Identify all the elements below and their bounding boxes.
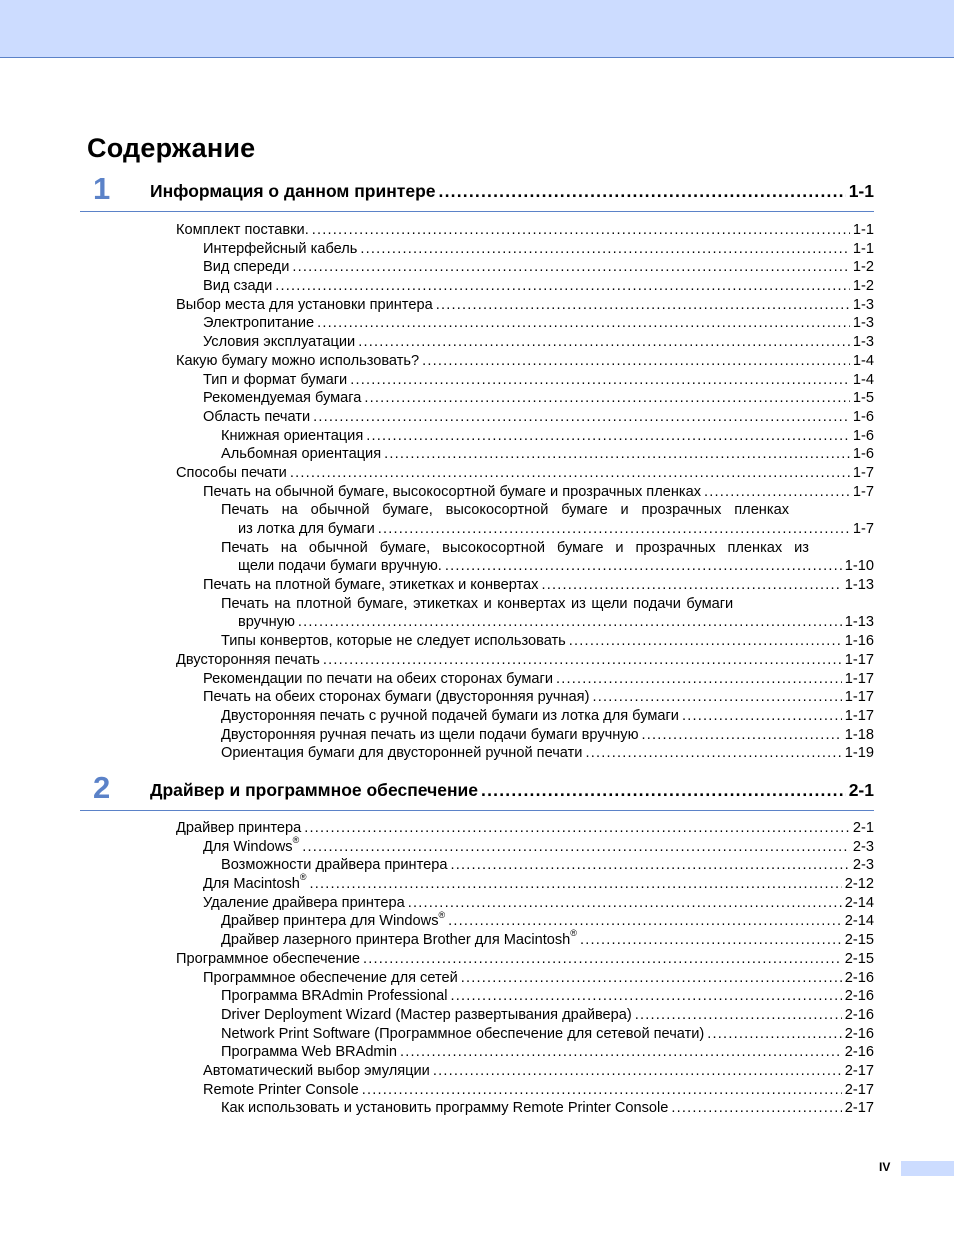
toc-entry[interactable]: Печать на обычной бумаге, высокосортной бумаге и прозрачных пленках ..... 1-7 [203, 483, 874, 502]
toc-entry[interactable]: Вид спереди ..... 1-2 [203, 258, 874, 277]
toc-entry[interactable]: Двусторонняя печать ..... 1-17 [176, 651, 874, 670]
toc-entry[interactable]: Типы конвертов, которые не следует использовать ..... 1-16 [221, 632, 874, 651]
toc-entry[interactable]: Интерфейсный кабель ..... 1-1 [203, 240, 874, 259]
toc-entry-wrapped-line[interactable]: Печать на обычной бумаге, высокосортной бумаге и прозрачных пленках [221, 502, 789, 519]
toc-entry[interactable]: Ориентация бумаги для двусторонней ручной печати ..... 1-19 [221, 744, 874, 763]
toc-entry[interactable]: Рекомендуемая бумага ..... 1-5 [203, 389, 874, 408]
toc-entry[interactable]: Автоматический выбор эмуляции ..... 2-17 [203, 1062, 874, 1081]
toc-entry[interactable]: Как использовать и установить программу Remote Printer Console ..... 2-17 [221, 1099, 874, 1118]
toc-entry[interactable]: Рекомендации по печати на обеих сторонах бумаги ..... 1-17 [203, 670, 874, 689]
toc-entry[interactable]: Программное обеспечение ..... 2-15 [176, 950, 874, 969]
toc-entry[interactable]: Вид сзади ..... 1-2 [203, 277, 874, 296]
registered-mark: ® [570, 928, 577, 939]
dot-leader [439, 181, 846, 202]
toc-entry[interactable]: Электропитание ..... 1-3 [203, 314, 874, 333]
toc-entry[interactable]: Комплект поставки. ..... 1-1 [176, 221, 874, 240]
chapter-2-heading[interactable] [80, 770, 874, 811]
toc-entry[interactable]: Драйвер принтера для Windows® ..... 2-14 [221, 912, 874, 931]
toc-entry[interactable]: из лотка для бумаги ..... 1-7 [238, 520, 874, 539]
chapter-title: Информация о данном принтере [150, 181, 436, 201]
toc-entry[interactable]: Печать на обеих сторонах бумаги (двусторонняя ручная) ..... 1-17 [203, 688, 874, 707]
toc-entry[interactable]: Книжная ориентация ..... 1-6 [221, 427, 874, 446]
footer-tab [901, 1161, 954, 1176]
toc-entry[interactable]: Двусторонняя ручная печать из щели подачи бумаги вручную ..... 1-18 [221, 726, 874, 745]
toc-entry[interactable]: Программа BRAdmin Professional ..... 2-16 [221, 987, 874, 1006]
chapter-number: 2 [93, 770, 111, 805]
toc-entry[interactable]: Условия эксплуатации ..... 1-3 [203, 333, 874, 352]
toc-entry[interactable]: Driver Deployment Wizard (Мастер развертывания драйвера) ..... 2-16 [221, 1006, 874, 1025]
toc-entry[interactable]: щели подачи бумаги вручную. ..... 1-10 [238, 557, 874, 576]
toc-entry[interactable]: Возможности драйвера принтера ..... 2-3 [221, 856, 874, 875]
toc-entry[interactable]: Область печати ..... 1-6 [203, 408, 874, 427]
toc-entry[interactable]: Альбомная ориентация ..... 1-6 [221, 445, 874, 464]
toc-entry[interactable]: Удаление драйвера принтера ..... 2-14 [203, 894, 874, 913]
toc-chapter-2 [0, 819, 954, 1118]
toc-chapter-1 [0, 221, 954, 763]
toc-entry[interactable]: Тип и формат бумаги ..... 1-4 [203, 371, 874, 390]
toc-entry[interactable]: Для Macintosh® ..... 2-12 [203, 875, 874, 894]
registered-mark: ® [299, 872, 307, 883]
toc-entry[interactable]: Драйвер лазерного принтера Brother для Macintosh® ..... 2-15 [221, 931, 874, 950]
page-title: Содержание [87, 133, 256, 163]
toc-entry[interactable]: Какую бумагу можно использовать? ..... 1-4 [176, 352, 874, 371]
toc-entry[interactable]: Драйвер принтера ..... 2-1 [176, 819, 874, 838]
chapter-page: 2-1 [848, 780, 874, 800]
toc-entry-wrapped-line[interactable]: Печать на обычной бумаге, высокосортной бумаге и прозрачных пленках из [221, 539, 809, 556]
toc-entry[interactable]: Печать на плотной бумаге, этикетках и конвертах ..... 1-13 [203, 576, 874, 595]
registered-mark: ® [292, 834, 300, 845]
chapter-1-heading[interactable] [80, 171, 874, 212]
toc-entry[interactable]: Программное обеспечение для сетей ..... 2-16 [203, 969, 874, 988]
page-number: IV [879, 1160, 891, 1174]
toc-entry[interactable]: Для Windows® ..... 2-3 [203, 838, 874, 857]
toc-entry[interactable]: Выбор места для установки принтера ..... 1-3 [176, 296, 874, 315]
chapter-title: Драйвер и программное обеспечение [150, 780, 479, 800]
toc-entry[interactable]: Способы печати ..... 1-7 [176, 464, 874, 483]
toc-entry-wrapped-line[interactable]: Печать на плотной бумаге, этикетках и конвертах из щели подачи бумаги [221, 595, 734, 612]
dot-leader [481, 780, 846, 801]
registered-mark: ® [438, 909, 446, 920]
toc-entry[interactable]: Двусторонняя печать с ручной подачей бумаги из лотка для бумаги ..... 1-17 [221, 707, 874, 726]
toc-entry[interactable]: Remote Printer Console ..... 2-17 [203, 1081, 874, 1100]
toc-entry[interactable]: Программа Web BRAdmin ..... 2-16 [221, 1043, 874, 1062]
toc-entry[interactable]: вручную ..... 1-13 [238, 613, 874, 632]
header-band [0, 0, 954, 58]
chapter-page: 1-1 [848, 181, 874, 201]
toc-entry[interactable]: Network Print Software (Программное обеспечение для сетевой печати) ..... 2-16 [221, 1025, 874, 1044]
chapter-number: 1 [93, 171, 111, 206]
